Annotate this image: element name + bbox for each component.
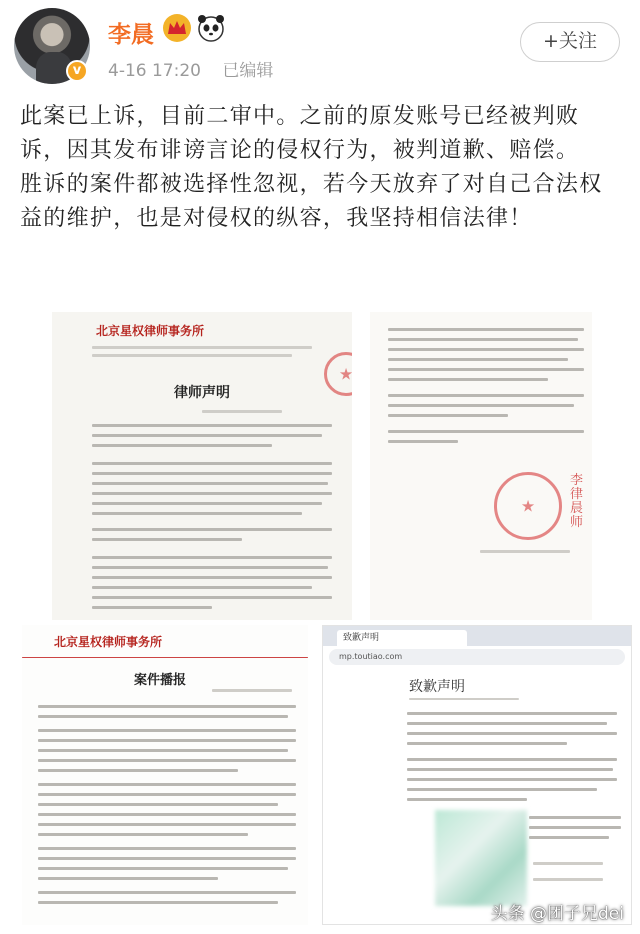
seal-stamp bbox=[324, 352, 352, 396]
post-paragraph: 此案已上诉，目前二审中。之前的原发账号已经被判败诉，因其发布诽谤言论的侵权行为，被判道歉、赔偿。 bbox=[20, 104, 580, 163]
law-firm-logo: 北京星权律师事务所 bbox=[96, 324, 205, 338]
browser-tab[interactable]: 致歉声明 bbox=[337, 630, 467, 646]
image-case-report[interactable] bbox=[22, 625, 308, 925]
image-apology-webpage[interactable] bbox=[322, 625, 632, 925]
seal-stamp bbox=[494, 472, 562, 540]
post-timestamp: 4-16 17:20 bbox=[108, 61, 201, 81]
post-header bbox=[0, 0, 640, 92]
follow-button[interactable]: +关注 bbox=[520, 22, 620, 62]
post-paragraph: 胜诉的案件都被选择性忽视，若今天放弃了对自己合法权益的维护，也是对侵权的纵容，我坚持相信法律！ bbox=[20, 172, 603, 231]
watermark: 头条 @团子兄dei bbox=[490, 904, 624, 924]
law-firm-logo: 北京星权律师事务所 bbox=[54, 635, 163, 649]
browser-tab-bar bbox=[323, 626, 631, 646]
post-text bbox=[20, 100, 624, 236]
image-statement-signature[interactable] bbox=[370, 312, 592, 620]
post-meta bbox=[108, 56, 289, 81]
verified-badge-icon: v bbox=[66, 60, 88, 82]
document-title: 致歉声明 bbox=[409, 678, 465, 694]
handwritten-signature: 李 律 晨 师 bbox=[570, 473, 584, 530]
document-title: 案件播报 bbox=[134, 672, 187, 687]
image-lawyer-statement[interactable] bbox=[52, 312, 352, 620]
address-bar[interactable]: mp.toutiao.com bbox=[329, 649, 625, 665]
blurred-region bbox=[435, 810, 527, 906]
username[interactable]: 李晨 bbox=[108, 22, 154, 48]
panda-icon bbox=[196, 13, 226, 43]
crown-badge-icon bbox=[163, 14, 191, 42]
edited-label: 已编辑 bbox=[222, 61, 274, 81]
document-title: 律师声明 bbox=[174, 384, 230, 400]
